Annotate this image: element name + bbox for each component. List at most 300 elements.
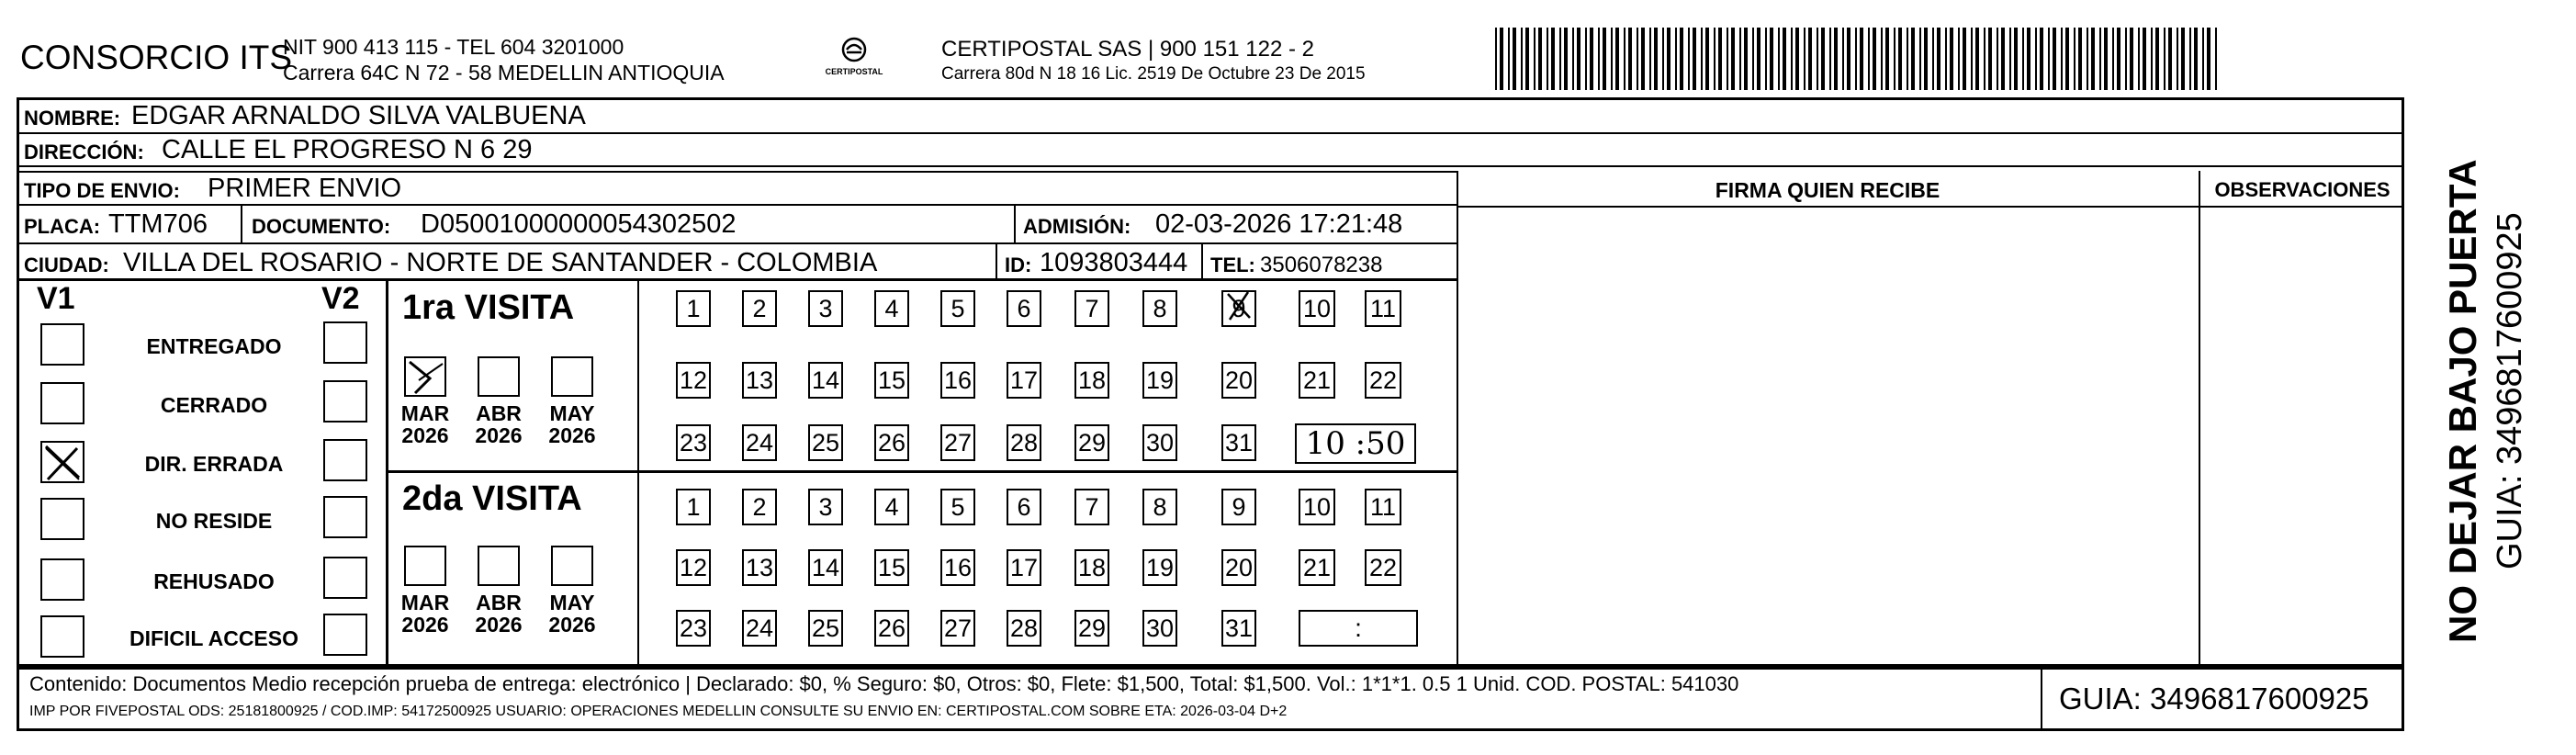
first-visit-day-box[interactable]: [1007, 424, 1041, 461]
second-visit-day-box[interactable]: [676, 489, 711, 525]
second-visit-day-box[interactable]: [1221, 549, 1256, 586]
day-number: 21: [1302, 366, 1332, 394]
day-number: 8: [1153, 294, 1167, 322]
signature-left-border: [1457, 171, 1458, 667]
second-visit-day-box[interactable]: [1074, 489, 1109, 525]
day-number: 27: [943, 428, 973, 456]
barcode-bar: [2104, 28, 2108, 90]
barcode-bar: [1534, 28, 1535, 90]
address-value: CALLE EL PROGRESO N 6 29: [162, 135, 533, 164]
barcode-bar: [1791, 28, 1793, 90]
barcode-bar: [1727, 28, 1728, 90]
barcode-bar: [1795, 28, 1799, 90]
day-number: 1: [686, 294, 701, 322]
barcode-bar: [2164, 28, 2165, 90]
barcode-bar: [2035, 28, 2037, 90]
v1-checkbox[interactable]: [40, 498, 84, 540]
barcode-bar: [1547, 28, 1548, 90]
second-visit-day-box[interactable]: [1142, 489, 1177, 525]
second-visit-day-box[interactable]: [940, 549, 975, 586]
day-number: 31: [1224, 428, 1254, 456]
barcode-bar: [1971, 28, 1973, 90]
day-number: 30: [1145, 428, 1175, 456]
admission-label: ADMISIÓN:: [1023, 215, 1131, 238]
status-label: ENTREGADO: [146, 334, 282, 358]
day-number: 9: [1232, 294, 1246, 322]
month-name: MAY: [549, 591, 595, 614]
barcode-bar: [1885, 28, 1889, 90]
second-visit-day-box[interactable]: [1365, 549, 1401, 586]
doc-value: D05001000000054302502: [421, 209, 737, 239]
barcode-bar: [1924, 28, 1928, 90]
barcode-bar: [1701, 28, 1703, 90]
day-number: 23: [679, 428, 708, 456]
first-visit-day-box[interactable]: [808, 290, 843, 327]
observations-left-border: [2199, 171, 2200, 667]
first-visit-day-box[interactable]: [1074, 290, 1109, 327]
barcode-bar: [1804, 28, 1805, 90]
checkmark-icon: [406, 358, 444, 395]
barcode-bar: [1662, 28, 1664, 90]
status-label: NO RESIDE: [155, 509, 273, 533]
city-value: VILLA DEL ROSARIO - NORTE DE SANTANDER - COLOMBIA: [123, 248, 878, 277]
barcode-bar: [1860, 28, 1863, 90]
second-visit-day-box[interactable]: [1007, 549, 1041, 586]
barcode-bar: [1551, 28, 1555, 90]
day-number: 8: [1153, 492, 1167, 521]
day-number: 10: [1302, 492, 1332, 521]
day-number: 29: [1077, 428, 1107, 456]
day-number: 28: [1009, 614, 1039, 642]
day-number: 4: [884, 492, 899, 521]
barcode-bar: [1765, 28, 1767, 90]
barcode-bar: [1821, 28, 1825, 90]
address-label: DIRECCIÓN:: [24, 141, 144, 163]
second-visit-month-label: [398, 592, 453, 636]
barcode-bar: [1752, 28, 1754, 90]
barcode-bar: [1611, 28, 1613, 90]
v2-checkbox[interactable]: [323, 321, 367, 364]
day-number: 9: [1232, 492, 1246, 521]
barcode-bar: [1778, 28, 1780, 90]
first-visit-day-box[interactable]: [1221, 290, 1256, 327]
v2-checkbox[interactable]: [323, 496, 367, 538]
second-visit-day-box[interactable]: [808, 549, 843, 586]
day-number: 19: [1145, 553, 1175, 581]
barcode-bar: [1521, 28, 1523, 90]
v1-checkbox[interactable]: [40, 323, 84, 366]
barcode-bar: [1718, 28, 1722, 90]
day-number: 17: [1009, 553, 1039, 581]
day-number: 11: [1369, 294, 1397, 322]
barcode-bar: [1945, 28, 1947, 90]
city-label: CIUDAD:: [24, 254, 109, 276]
second-visit-title: 2da VISITA: [402, 479, 582, 518]
barcode-bar: [1538, 28, 1542, 90]
first-visit-day-box[interactable]: [1221, 362, 1256, 399]
type-row: [17, 171, 1457, 206]
day-number: 26: [877, 428, 906, 456]
barcode-bar: [1842, 28, 1844, 90]
first-visit-day-box[interactable]: [1074, 424, 1109, 461]
second-visit-day-box[interactable]: [742, 549, 777, 586]
barcode-bar: [2065, 28, 2069, 90]
first-visit-day-box[interactable]: [940, 362, 975, 399]
id-divider: [1201, 244, 1203, 279]
company-address: Carrera 64C N 72 - 58 MEDELLIN ANTIOQUIA: [283, 61, 725, 85]
barcode-bar: [1937, 28, 1940, 90]
status-label: REHUSADO: [153, 569, 275, 593]
first-visit-day-box[interactable]: [1299, 362, 1335, 399]
barcode-bar: [1624, 28, 1625, 90]
side-warning: NO DEJAR BAJO PUERTA: [2441, 159, 2484, 643]
first-visit-month-checkbox[interactable]: [404, 356, 446, 397]
side-guia: GUIA: 3496817600925: [2491, 212, 2529, 569]
barcode-bar: [2151, 28, 2153, 90]
second-visit-month-checkbox[interactable]: [404, 546, 446, 586]
second-visit-time: :: [1355, 614, 1362, 642]
second-visit-day-box[interactable]: [1365, 489, 1401, 525]
barcode-bar: [2099, 28, 2101, 90]
plate-divider: [241, 206, 242, 242]
barcode-bar: [1603, 28, 1606, 90]
day-number: 22: [1368, 553, 1398, 581]
second-visit-day-box[interactable]: [1299, 549, 1335, 586]
first-visit-day-box[interactable]: [1365, 362, 1401, 399]
type-label: TIPO DE ENVIO:: [24, 179, 180, 202]
first-visit-day-box[interactable]: [1299, 290, 1335, 327]
second-visit-day-box[interactable]: [1221, 610, 1256, 647]
second-visit-day-box[interactable]: [874, 489, 909, 525]
month-name: ABR: [476, 591, 522, 614]
v1-checkbox[interactable]: [40, 558, 84, 601]
day-number: 21: [1302, 553, 1332, 581]
barcode-bar: [1963, 28, 1966, 90]
first-visit-day-box[interactable]: [940, 424, 975, 461]
second-visit-day-box[interactable]: [742, 610, 777, 647]
barcode-bar: [1598, 28, 1600, 90]
v1-checkbox[interactable]: [40, 382, 84, 424]
first-visit-day-box[interactable]: [808, 424, 843, 461]
logo-text: CERTIPOSTAL: [825, 67, 883, 76]
barcode-bar: [1958, 28, 1960, 90]
barcode-bar: [1911, 28, 1915, 90]
month-name: MAR: [400, 401, 450, 425]
address-row: [17, 134, 2404, 167]
day-number: 7: [1085, 492, 1099, 521]
second-visit-day-box[interactable]: [676, 549, 711, 586]
barcode-bar: [2138, 28, 2140, 90]
barcode-bar: [1932, 28, 1934, 90]
day-number: 3: [818, 492, 833, 521]
day-number: 10: [1302, 294, 1332, 322]
plate-value: TTM706: [108, 209, 208, 239]
second-visit-day-box[interactable]: [676, 610, 711, 647]
day-number: 4: [884, 294, 899, 322]
checkmark-x-icon: [42, 443, 83, 481]
barcode-bar: [2207, 28, 2210, 90]
barcode-bar: [1667, 28, 1670, 90]
barcode-bar: [1855, 28, 1857, 90]
day-number: 16: [943, 366, 973, 394]
barcode-bar: [1654, 28, 1658, 90]
barcode-bar: [2215, 28, 2217, 90]
barcode-bar: [2001, 28, 2005, 90]
barcode-bar: [1590, 28, 1593, 90]
barcode-bar: [2112, 28, 2114, 90]
barcode-bar: [1975, 28, 1979, 90]
second-visit-day-box[interactable]: [1221, 489, 1256, 525]
barcode-bar: [1739, 28, 1741, 90]
first-visit-month-label: [545, 402, 600, 446]
day-number: 13: [745, 553, 774, 581]
barcode-bar: [1898, 28, 1902, 90]
first-visit-day-box[interactable]: [1142, 424, 1177, 461]
observations-header: OBSERVACIONES: [2214, 178, 2390, 201]
barcode-bar: [1525, 28, 1529, 90]
barcode-bar: [1770, 28, 1773, 90]
barcode-bar: [2125, 28, 2127, 90]
barcode-bar: [1808, 28, 1812, 90]
barcode-bar: [2194, 28, 2198, 90]
day-number: 25: [811, 614, 840, 642]
month-year: 2026: [401, 423, 449, 447]
barcode-bar: [1577, 28, 1580, 90]
day-number: 14: [811, 553, 840, 581]
first-visit-day-box[interactable]: [808, 362, 843, 399]
company-nit: NIT 900 413 115 - TEL 604 3201000: [283, 35, 624, 59]
city-divider: [996, 244, 997, 279]
first-visit-title: 1ra VISITA: [402, 288, 575, 327]
month-year: 2026: [548, 423, 596, 447]
first-visit-day-box[interactable]: [940, 290, 975, 327]
day-mark-x-icon: [1222, 288, 1255, 330]
barcode-bar: [1508, 28, 1510, 90]
first-visit-time-box[interactable]: [1295, 423, 1416, 464]
first-visit-day-box[interactable]: [1007, 290, 1041, 327]
first-visit-month-label: [471, 402, 526, 446]
id-label: ID:: [1005, 254, 1032, 276]
first-visit-day-box[interactable]: [676, 290, 711, 327]
v1-checkbox[interactable]: [40, 615, 84, 658]
day-number: 27: [943, 614, 973, 642]
barcode-bar: [2048, 28, 2050, 90]
day-number: 28: [1009, 428, 1039, 456]
day-number: 12: [679, 366, 708, 394]
barcode-bar: [1500, 28, 1503, 90]
day-number: 19: [1145, 366, 1175, 394]
barcode-bar: [2074, 28, 2075, 90]
v2-checkbox[interactable]: [323, 439, 367, 481]
v2-checkbox[interactable]: [323, 614, 367, 656]
second-visit-day-box[interactable]: [1074, 610, 1109, 647]
second-visit-day-box[interactable]: [1007, 610, 1041, 647]
second-visit-month-checkbox[interactable]: [478, 546, 520, 586]
barcode-bar: [1881, 28, 1883, 90]
first-visit-day-box[interactable]: [874, 424, 909, 461]
barcode-bar: [1688, 28, 1690, 90]
status-label: DIFICIL ACCESO: [129, 626, 298, 650]
plate-row: [17, 206, 1457, 244]
day-number: 13: [745, 366, 774, 394]
barcode-bar: [2202, 28, 2204, 90]
barcode-bar: [2040, 28, 2043, 90]
doc-label: DOCUMENTO:: [252, 215, 391, 238]
plate-label: PLACA:: [24, 215, 101, 238]
second-visit-month-checkbox[interactable]: [551, 546, 593, 586]
v2-checkbox[interactable]: [323, 380, 367, 423]
day-number: 2: [752, 294, 767, 322]
first-visit-time: 10 :50: [1305, 425, 1406, 462]
second-visit-day-box[interactable]: [1007, 489, 1041, 525]
barcode-bar: [1615, 28, 1619, 90]
second-visit-month-label: [471, 592, 526, 636]
first-visit-day-box[interactable]: [1074, 362, 1109, 399]
visits-divider-h: [386, 470, 1457, 473]
first-visit-day-box[interactable]: [874, 290, 909, 327]
barcode-bar: [1693, 28, 1696, 90]
barcode-bar: [2181, 28, 2185, 90]
barcode-bar: [2143, 28, 2146, 90]
barcode-bar: [2009, 28, 2011, 90]
name-row: [17, 97, 2404, 134]
barcode-bar: [1783, 28, 1786, 90]
barcode-bar: [1988, 28, 1992, 90]
second-visit-day-box[interactable]: [874, 549, 909, 586]
second-visit-day-box[interactable]: [1299, 489, 1335, 525]
second-visit-day-box[interactable]: [874, 610, 909, 647]
month-year: 2026: [475, 613, 523, 637]
barcode-bar: [2189, 28, 2191, 90]
first-visit-month-checkbox[interactable]: [551, 356, 593, 397]
v1-checkbox[interactable]: [40, 441, 84, 483]
status-label: CERRADO: [160, 393, 268, 417]
first-visit-day-box[interactable]: [676, 424, 711, 461]
barcode-bar: [1834, 28, 1838, 90]
month-name: ABR: [476, 401, 522, 425]
barcode-bar: [1628, 28, 1632, 90]
v1-header: V1: [37, 281, 75, 316]
footer-imp: IMP POR FIVEPOSTAL ODS: 25181800925 / COD.IMP: 54172500925 USUARIO: OPERACIONES MEDELLIN CONSULTE SU ENVIO EN: CERTIPOSTAL.COM SOBRE ETA: 2026-03-04 D+2: [29, 704, 1288, 719]
first-visit-day-box[interactable]: [742, 290, 777, 327]
barcode-bar: [2014, 28, 2018, 90]
barcode-bar: [1641, 28, 1645, 90]
barcode-bar: [1873, 28, 1876, 90]
second-visit-day-box[interactable]: [1142, 610, 1177, 647]
month-year: 2026: [401, 613, 449, 637]
second-visit-day-box[interactable]: [808, 489, 843, 525]
barcode-bar: [1731, 28, 1735, 90]
barcode-bar: [2130, 28, 2133, 90]
second-visit-day-box[interactable]: [1142, 549, 1177, 586]
first-visit-day-box[interactable]: [742, 424, 777, 461]
day-number: 14: [811, 366, 840, 394]
barcode-bar: [2078, 28, 2082, 90]
first-visit-day-box[interactable]: [742, 362, 777, 399]
first-visit-day-box[interactable]: [1142, 362, 1177, 399]
day-number: 25: [811, 428, 840, 456]
id-value: 1093803444: [1040, 248, 1188, 277]
day-number: 5: [951, 294, 965, 322]
first-visit-day-box[interactable]: [676, 362, 711, 399]
barcode-bar: [1817, 28, 1818, 90]
day-number: 20: [1224, 553, 1254, 581]
barcode-bar: [2022, 28, 2024, 90]
first-visit-day-box[interactable]: [1365, 290, 1401, 327]
v2-checkbox[interactable]: [323, 557, 367, 599]
day-number: 30: [1145, 614, 1175, 642]
barcode-bar: [1757, 28, 1760, 90]
footer-guia-divider: [2041, 667, 2042, 731]
day-number: 2: [752, 492, 767, 521]
first-visit-day-box[interactable]: [1142, 290, 1177, 327]
second-visit-day-box[interactable]: [940, 489, 975, 525]
day-number: 26: [877, 614, 906, 642]
day-number: 1: [686, 492, 701, 521]
barcode-bar: [1984, 28, 1985, 90]
barcode-bar: [1868, 28, 1870, 90]
signature-header-line: [1457, 206, 2404, 208]
first-visit-day-box[interactable]: [1221, 424, 1256, 461]
carrier-line: CERTIPOSTAL SAS | 900 151 122 - 2: [941, 37, 1314, 62]
day-number: 6: [1017, 294, 1031, 322]
tel-label: TEL:: [1210, 254, 1255, 276]
certipostal-logo: [817, 37, 891, 83]
day-number: 3: [818, 294, 833, 322]
second-visit-day-box[interactable]: [742, 489, 777, 525]
day-number: 5: [951, 492, 965, 521]
second-visit-time-box[interactable]: [1299, 610, 1418, 647]
month-year: 2026: [548, 613, 596, 637]
day-number: 22: [1368, 366, 1398, 394]
barcode-bar: [2168, 28, 2172, 90]
second-visit-day-box[interactable]: [940, 610, 975, 647]
day-number: 16: [943, 553, 973, 581]
day-number: 17: [1009, 366, 1039, 394]
status-label: DIR. ERRADA: [144, 452, 284, 476]
barcode-bar: [1637, 28, 1638, 90]
second-visit-day-box[interactable]: [1074, 549, 1109, 586]
day-number: 24: [745, 428, 774, 456]
first-visit-day-box[interactable]: [1007, 362, 1041, 399]
barcode-bar: [2053, 28, 2056, 90]
day-number: 12: [679, 553, 708, 581]
barcode-bar: [1829, 28, 1831, 90]
barcode-bar: [1513, 28, 1516, 90]
day-number: 23: [679, 614, 708, 642]
second-visit-day-box[interactable]: [808, 610, 843, 647]
barcode-bar: [1495, 28, 1497, 90]
barcode-bar: [1705, 28, 1709, 90]
v2-header: V2: [321, 281, 360, 316]
visits-divider-v: [386, 281, 388, 667]
barcode-bar: [2091, 28, 2095, 90]
barcode-bar: [1585, 28, 1587, 90]
barcode-bar: [2117, 28, 2120, 90]
first-visit-day-box[interactable]: [874, 362, 909, 399]
day-number: 24: [745, 614, 774, 642]
barcode-bar: [2155, 28, 2159, 90]
barcode-bar: [1564, 28, 1568, 90]
day-number: 29: [1077, 614, 1107, 642]
signature-header: FIRMA QUIEN RECIBE: [1715, 178, 1940, 202]
day-number: 15: [877, 366, 906, 394]
certipostal-logo-icon: [834, 37, 874, 64]
footer-content: Contenido: Documentos Medio recepción prueba de entrega: electrónico | Declarado: $0, % Seguro: $0, Otros: $0, Flete: $1,500, Total: $1,500. Vol.: 1*1*1. 0.5 1 Unid. COD. POSTAL: 541030: [29, 672, 1739, 695]
first-visit-month-checkbox[interactable]: [478, 356, 520, 397]
months-divider: [637, 281, 639, 667]
day-number: 31: [1224, 614, 1254, 642]
